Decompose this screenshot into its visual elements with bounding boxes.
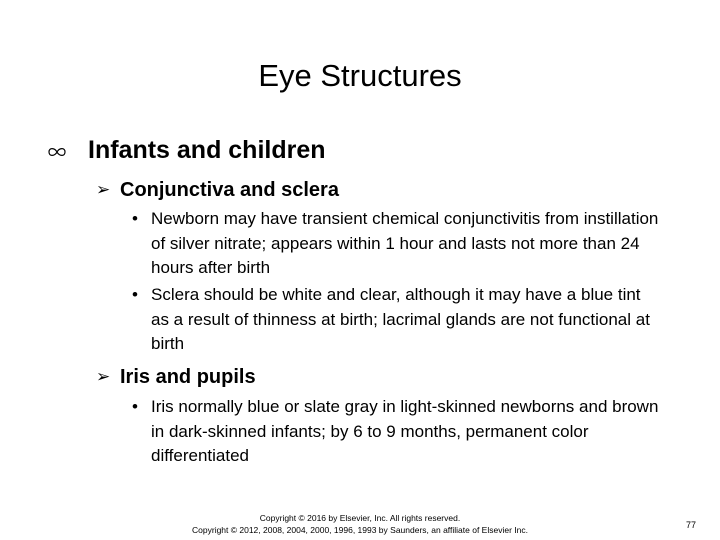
subsection-heading: Iris and pupils [120, 366, 256, 388]
bullet-text: Newborn may have transient chemical conjunctivitis from instillation of silver nitrate; appears within 1 hour and lasts not more than 24 hours after birth [151, 209, 659, 277]
page-number: 77 [686, 520, 697, 530]
slide-title: Eye Structures [258, 58, 462, 93]
copyright-footer [150, 512, 570, 536]
arrow-bullet-icon: ➢ [96, 367, 111, 386]
copyright-line: Copyright © 2016 by Elsevier, Inc. All rights reserved. [259, 513, 461, 523]
subsection-heading: Conjunctiva and sclera [120, 179, 339, 201]
arrow-bullet-icon: ➢ [96, 180, 111, 199]
copyright-line: Copyright © 2012, 2008, 2004, 2000, 1996, 1993 by Saunders, an affiliate of Elsevier Inc. [192, 525, 528, 535]
bullet-text: Iris normally blue or slate gray in light-skinned newborns and brown in dark-skinned infants; by 6 to 9 months, permanent color differentiated [151, 397, 659, 465]
section-heading: Infants and children [88, 136, 326, 164]
dot-bullet-icon: • [132, 285, 138, 304]
dot-bullet-icon: • [132, 209, 138, 228]
bullet-text: Sclera should be white and clear, although it may have a blue tint as a result of thinness at birth; lacrimal glands are not functional at birth [151, 285, 650, 353]
dot-bullet-icon: • [132, 397, 138, 416]
